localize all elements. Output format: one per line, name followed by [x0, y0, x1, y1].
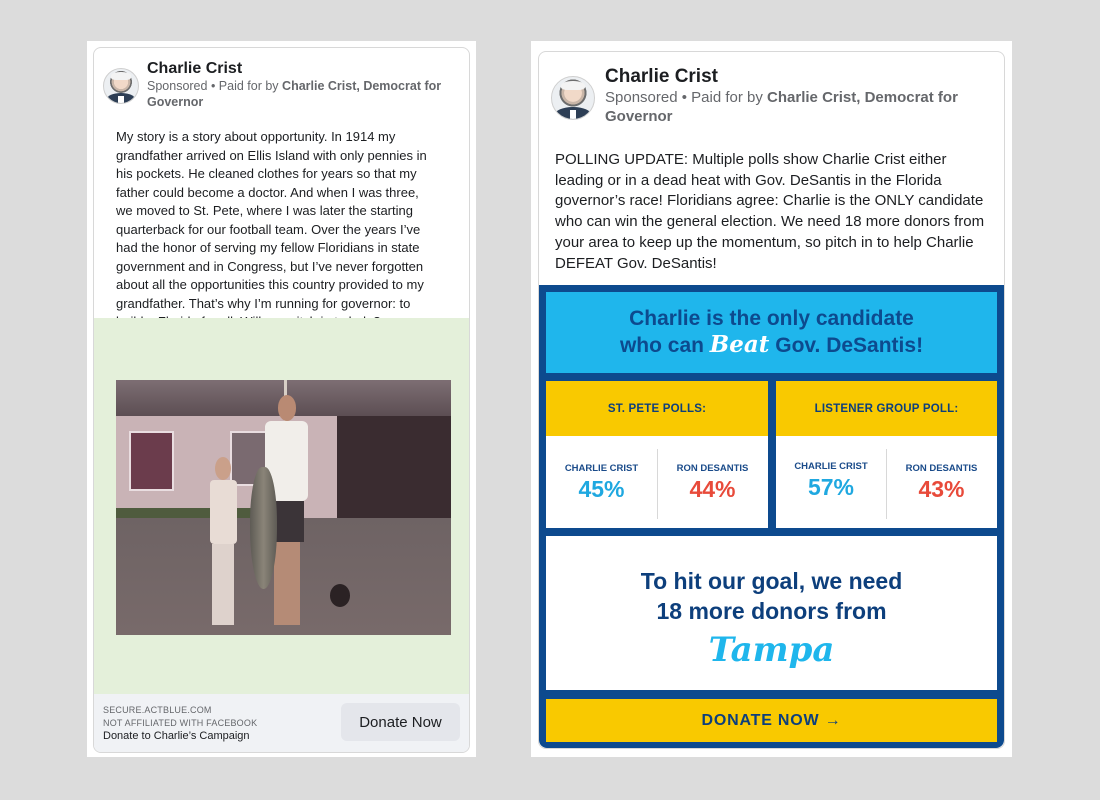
- paid-for-prefix: Paid for by: [218, 79, 279, 93]
- page-name[interactable]: Charlie Crist: [147, 60, 243, 77]
- ad-creative[interactable]: [539, 285, 1004, 748]
- desantis-percent: 44%: [689, 476, 736, 502]
- paid-for-by[interactable]: Charlie Crist, Democrat for Governor: [147, 79, 442, 109]
- sponsored-label: Sponsored: [605, 89, 678, 106]
- footer-caption: Donate to Charlie’s Campaign: [103, 730, 250, 742]
- headline-line2: who can Beat Gov. DeSantis!: [619, 331, 924, 358]
- headline-banner: [546, 292, 997, 373]
- footer-domain: SECURE.ACTBLUE.COM: [103, 705, 212, 715]
- candidate-desantis: RON DESANTIS 44%: [657, 463, 768, 503]
- goal-line2: 18 more donors from: [656, 598, 887, 624]
- page-avatar[interactable]: [551, 76, 595, 120]
- ad-body-text: My story is a story about opportunity. In 1914 my grandfather arrived on Ellis Island with only pennies in his pockets. He cleaned clothes for years so that my father could become a doctor. And when I was three, we moved to St. Pete, where I was later the starting quarterback for our football team. Over the years I’ve had the honor of serving my fellow Floridians in state government and in Congress, but I’ve never forgotten about all the opportunities this country provided to my grandfather. That’s why I’m running for governor: to: [116, 129, 427, 311]
- page-name[interactable]: Charlie Crist: [605, 66, 718, 87]
- poll-title: LISTENER GROUP POLL:: [776, 381, 997, 436]
- desantis-percent: 43%: [918, 476, 965, 502]
- footer-disclaimer: NOT AFFILIATED WITH FACEBOOK: [103, 718, 258, 728]
- donate-now-button[interactable]: DONATE NOW →: [546, 699, 997, 742]
- beat-word: Beat: [709, 331, 770, 358]
- donate-now-button[interactable]: Donate Now: [341, 703, 460, 741]
- headline-line1: Charlie is the only candidate: [629, 307, 914, 330]
- family-photo: [116, 380, 451, 635]
- paid-for-by[interactable]: Charlie Crist, Democrat for Governor: [605, 89, 958, 125]
- crist-percent: 45%: [578, 476, 625, 502]
- poll-title: ST. PETE POLLS:: [546, 381, 768, 436]
- candidate-desantis: RON DESANTIS 43%: [886, 463, 997, 503]
- goal-city: Tampa: [708, 630, 835, 670]
- candidate-crist: CHARLIE CRIST 45%: [546, 463, 657, 503]
- poll-st-pete: [546, 381, 768, 528]
- crist-percent: 57%: [807, 474, 855, 500]
- sponsored-label: Sponsored: [147, 79, 208, 93]
- candidate-crist: CHARLIE CRIST 57%: [776, 461, 886, 501]
- left-ad-card: [93, 47, 470, 753]
- poll-listener-group: [776, 381, 997, 528]
- sponsored-meta: Sponsored • Paid for by Charlie Crist, Democrat for Governor: [147, 79, 442, 109]
- right-ad-card: [538, 51, 1005, 749]
- goal-box: [546, 536, 997, 690]
- ad-body-text: POLLING UPDATE: Multiple polls show Charlie Crist either leading or in a dead heat with Gov. DeSantis in the Florida governor’s race! Floridians agree: Charlie is the ONLY candidate who can win the general election. We need 18 more donors from your area to keep up the momentum, so pitch in to help Charlie DEFEAT Gov. DeSantis!: [555, 151, 985, 272]
- sponsored-meta: Sponsored • Paid for by Charlie Crist, Democrat for Governor: [605, 89, 958, 125]
- paid-for-prefix: Paid for by: [691, 89, 763, 106]
- ad-footer[interactable]: [94, 694, 469, 752]
- page-avatar[interactable]: [103, 68, 139, 104]
- ad-image-panel[interactable]: [94, 318, 469, 694]
- goal-line1: To hit our goal, we need: [640, 568, 903, 594]
